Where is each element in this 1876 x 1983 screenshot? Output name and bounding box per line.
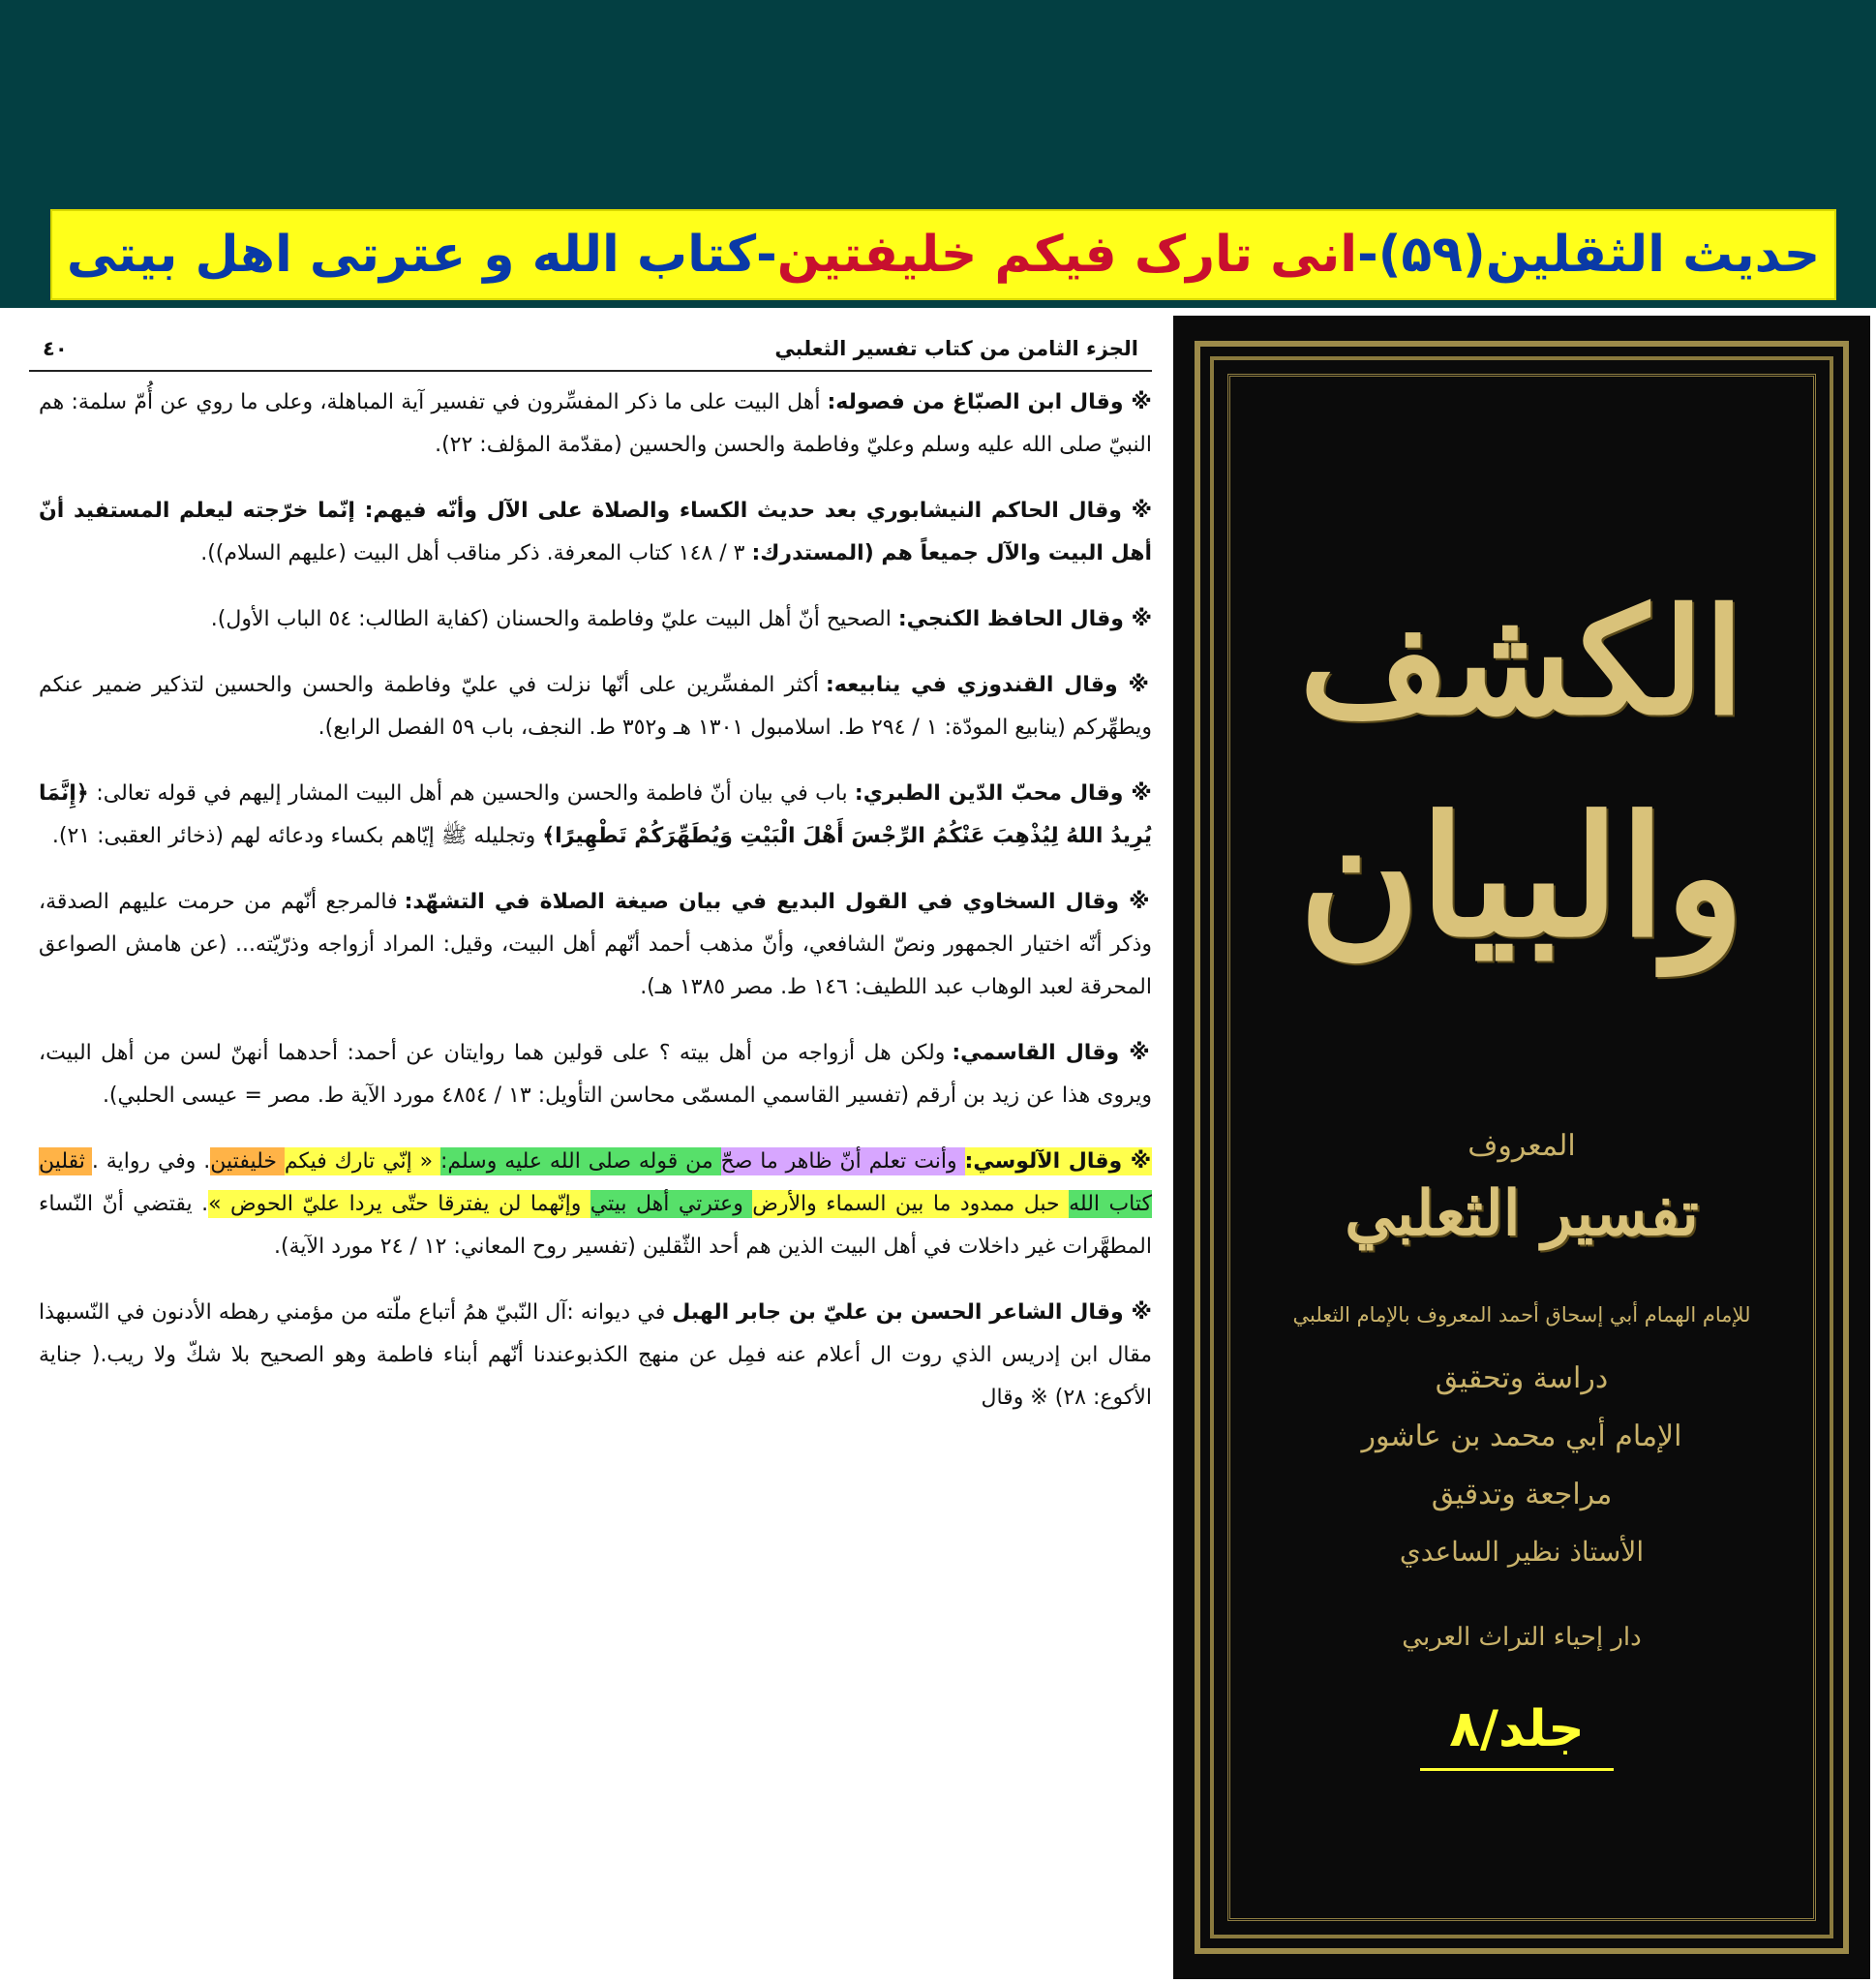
paragraph-7-text: ولكن هل أزواجه من أهل بيته ؟ على قولين هما روايتان عن أحمد: أحدهما أنهنّ لسن من أهل البيت، ويروى هذا عن زيد بن أرقم (تفسير القاسمي المسمّى محاسن التأويل: ١٣ / ٤٨٥٤ مورد الآية ط. مصر = عيسى الحلبي). (39, 1041, 1152, 1108)
hl-segment-6: . وفي رواية . (91, 1149, 211, 1174)
hl-segment-5: خليفتين (210, 1149, 285, 1174)
paragraph-4 (39, 664, 1152, 749)
paragraph-4-text: أكثر المفسِّرين على أنّها نزلت في عليّ وفاطمة والحسن والحسين لتذكير ضمير عنكم ويطهِّركم (ينابيع المودّة: ١ / ٢٩٤ ط. اسلامبول ١٣٠١ هـ و٣٥٢ ط. النجف، باب ٥٩ الفصل الرابع). (39, 673, 1152, 740)
banner-part-2: انی تارک فيکم خليفتين (776, 226, 1358, 284)
hl-segment-7: ثقلين (39, 1149, 92, 1174)
paragraph-6-lead: ※ وقال السخاوي في القول البديع في بيان صيغة الصلاة في التشهّد: (404, 890, 1152, 914)
volume-label: جلد/۸ (1420, 1700, 1614, 1771)
paragraph-7-lead: ※ وقال القاسمي: (952, 1041, 1152, 1065)
paragraph-3-text: الصحيح أنّ أهل البيت عليّ وفاطمة والحسنان (كفاية الطالب: ٥٤ الباب الأول). (210, 607, 898, 631)
hl-segment-10: وعترتي أهل بيتي (590, 1192, 753, 1216)
hl-segment-4: « إنّي تارك فيكم (284, 1149, 440, 1174)
paragraph-2-lead: ※ وقال الحاكم النيشابوري بعد حديث الكساء والصلاة على الآل وأنّه فيهم: إنّما خرّجته ليعلم المستفيد أنّ أهل البيت والآل جميعاً هم (المستدرك: (39, 499, 1152, 565)
banner-part-3: -کتاب الله و عترتی اهل بيتی (66, 226, 777, 284)
paragraph-1-text: أهل البيت على ما ذكر المفسِّرون في تفسير آية المباهلة، وعلى ما روي عن أُمّ سلمة: هم النبيّ صلى الله عليه وسلم وعليّ وفاطمة والحسن والحسين (مقدّمة المؤلف: ٢٢). (39, 390, 1152, 457)
paragraph-1 (39, 381, 1152, 467)
quran-verse: ﴿إِنَّمَا يُرِيدُ اللهُ لِيُذْهِبَ عَنْكُمُ الرِّجْسَ أَهْلَ الْبَيْتِ وَيُطَهِّرَكُمْ تَطْهِيرًا﴾ (39, 781, 1152, 848)
cover-editor: الإمام أبي محمد بن عاشور (1361, 1419, 1682, 1453)
paragraph-5-lead: ※ وقال محبّ الدّين الطبري: (854, 781, 1152, 806)
page-number: ٤٠ (43, 337, 68, 360)
hl-alusi-lead: ※ وقال الآلوسي: (964, 1149, 1152, 1174)
paragraph-1-lead: ※ وقال ابن الصبّاغ من فصوله: (827, 390, 1152, 414)
last-paragraph-text: في ديوانه :آل النّبيّ همُ أتباع ملّته من مؤمني رهطه الأدنون في النّسبهذا مقال ابن إدريس الذي روت ال أعلام عنه فمِل عن منهج الكذبوعندنا أنّهم أبناء فاطمة وهو الصحيح بلا شكّ ولا ريب.( جناية الأكوع: ٢٨) ※ وقال (39, 1300, 1152, 1410)
paragraph-6-text: فالمرجع أنّهم من حرمت عليهم الصدقة، وذكر أنّه اختيار الجمهور ونصّ الشافعي، وأنّ مذهب أحمد أنّهم أهل البيت، وقيل: المراد أزواجه وذرّيّته... (عن هامش الصواعق المحرقة لعبد الوهاب عبد اللطيف: ١٤٦ ط. مصر ١٣٨٥ هـ). (39, 890, 1152, 999)
book-cover (1173, 316, 1870, 1979)
last-paragraph-lead: ※ وقال الشاعر الحسن بن عليّ بن جابر الهبل (672, 1300, 1152, 1325)
page-text (39, 381, 1152, 1443)
hl-segment-3: من قوله صلى الله عليه وسلم: (439, 1149, 721, 1174)
hl-segment-11: وإنّهما لن يفترقا حتّى يردا عليّ الحوض » (208, 1192, 590, 1216)
cover-publisher: دار إحياء التراث العربي (1402, 1623, 1642, 1652)
cover-reviewer: الأستاذ نظير الساعدي (1399, 1536, 1645, 1568)
paragraph-5 (39, 773, 1152, 858)
banner-part-1: حديث الثقلين(۵۹)- (1357, 226, 1821, 284)
paragraph-5-tail: وتجليله ﷺ إيّاهم بكساء ودعائه لهم (ذخائر العقبى: ٢١). (51, 824, 543, 848)
cover-title-line-1: الكشف (1299, 577, 1744, 747)
paragraph-7 (39, 1032, 1152, 1117)
paragraph-2-text: ٣ / ١٤٨ كتاب المعرفة. ذكر مناقب أهل البيت (عليهم السلام)). (200, 541, 752, 565)
cover-study: دراسة وتحقيق (1435, 1361, 1609, 1395)
highlighted-paragraph (39, 1141, 1152, 1268)
paragraph-2 (39, 490, 1152, 575)
paragraph-3-lead: ※ وقال الحافظ الكنجي: (897, 607, 1152, 631)
cover-subtitle: تفسير الثعلبي (1345, 1177, 1699, 1250)
paragraph-6 (39, 881, 1152, 1009)
page-header (29, 327, 1152, 372)
cover-title-line-2: والبيان (1298, 780, 1745, 974)
cover-review: مراجعة وتدقيق (1431, 1478, 1613, 1511)
cover-author: للإمام الهمام أبي إسحاق أحمد المعروف بالإمام الثعلبي (1292, 1303, 1751, 1327)
title-banner (50, 209, 1836, 300)
running-title: الجزء الثامن من كتاب تفسير الثعلبي (774, 337, 1138, 360)
hl-segment-12: . يقتضي أنّ النّساء المطهَّرات غير داخلات في أهل البيت الذين هم أحد الثّقلين (تفسير روح المعاني: ١٢ / ٢٤ مورد الآية). (39, 1192, 1152, 1259)
paragraph-3 (39, 598, 1152, 641)
paragraph-5-text: باب في بيان أنّ فاطمة والحسن والحسين هم أهل البيت المشار إليهم في قوله تعالى: (96, 781, 855, 806)
paragraph-4-lead: ※ وقال القندوزي في ينابيعه: (825, 673, 1152, 697)
hl-segment-2: وأنت تعلم أنّ ظاهر ما صحّ (720, 1149, 965, 1174)
last-paragraph (39, 1292, 1152, 1419)
hl-segment-8: كتاب الله (1069, 1192, 1152, 1216)
hl-segment-9: حبل ممدود ما بين السماء والأرض (752, 1192, 1070, 1216)
book-page (29, 308, 1171, 1983)
cover-known-as: المعروف (1468, 1129, 1576, 1163)
